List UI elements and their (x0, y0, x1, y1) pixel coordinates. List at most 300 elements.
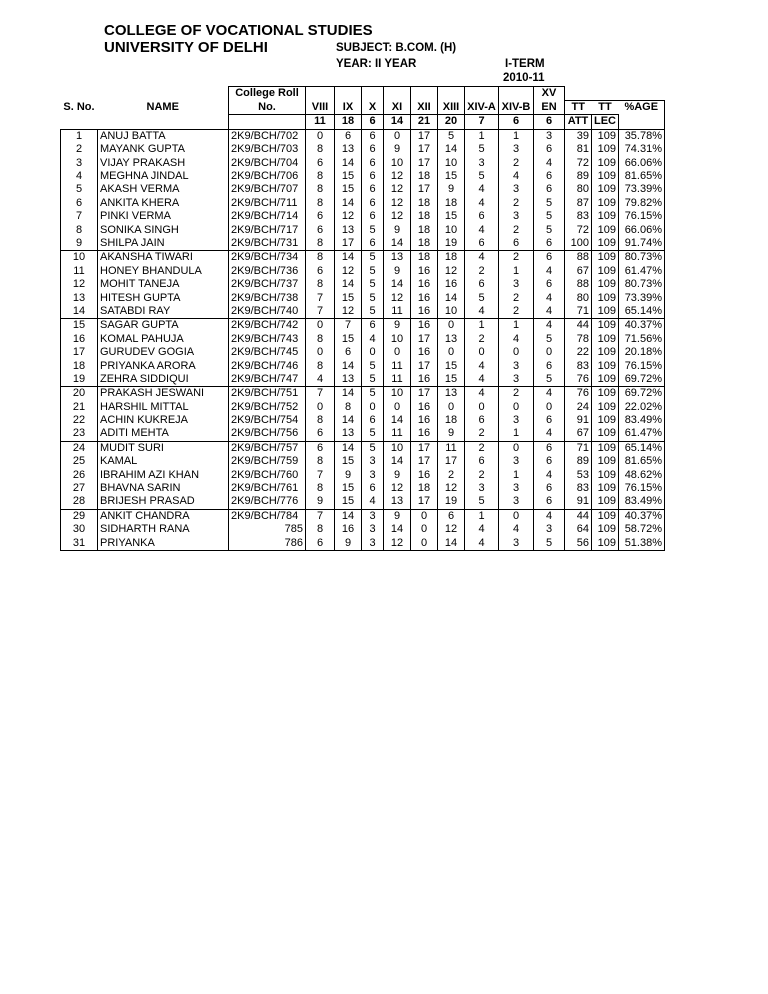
xi-cell: 10 (384, 333, 411, 346)
xv-cell: 3 (534, 523, 565, 536)
xii-cell: 16 (411, 427, 438, 441)
x-cell: 6 (362, 414, 384, 427)
x-cell: 6 (362, 210, 384, 223)
xii-cell: 17 (411, 387, 438, 401)
xi-cell: 11 (384, 427, 411, 441)
xv-cell: 4 (534, 305, 565, 319)
xiii-cell: 17 (438, 455, 465, 468)
xv-cell: 5 (534, 223, 565, 236)
xivb-cell: 0 (499, 346, 534, 359)
table-row (61, 156, 665, 169)
xiva-cell: 4 (465, 183, 499, 196)
ix-cell: 15 (335, 170, 362, 183)
table-row (61, 482, 665, 495)
tt-lec-cell: 109 (592, 183, 619, 196)
xii-cell: 18 (411, 223, 438, 236)
table-row (61, 183, 665, 196)
tt-lec-cell: 109 (592, 400, 619, 413)
table-row (61, 373, 665, 387)
tt-att-cell: 56 (565, 536, 592, 550)
name-cell: VIJAY PRAKASH (98, 156, 229, 169)
x-cell: 5 (362, 291, 384, 304)
xv-cell: 6 (534, 359, 565, 372)
sno-cell: 25 (61, 455, 98, 468)
xivb-cell: 2 (499, 223, 534, 236)
roll-cell: 2K9/BCH/736 (229, 265, 306, 278)
pct-cell: 83.49% (619, 414, 665, 427)
xv-cell: 6 (534, 455, 565, 468)
sno-cell: 18 (61, 359, 98, 372)
xi-cell: 12 (384, 170, 411, 183)
xivb-cell: 4 (499, 333, 534, 346)
xii-cell: 16 (411, 278, 438, 291)
xiii-cell: 18 (438, 251, 465, 265)
tt-lec-cell: 109 (592, 223, 619, 236)
viii-cell: 6 (306, 223, 335, 236)
xiva-cell: 2 (465, 427, 499, 441)
xiva-cell: 4 (465, 373, 499, 387)
tt-att-cell: 80 (565, 183, 592, 196)
xii-cell: 17 (411, 156, 438, 169)
xi-cell: 9 (384, 223, 411, 236)
x-cell: 6 (362, 197, 384, 210)
sno-cell: 10 (61, 251, 98, 265)
ix-cell: 14 (335, 441, 362, 455)
viii-cell: 6 (306, 536, 335, 550)
roll-cell: 2K9/BCH/738 (229, 291, 306, 304)
tt-att-cell: 88 (565, 251, 592, 265)
xiii-cell: 15 (438, 170, 465, 183)
xv-cell: 5 (534, 210, 565, 223)
table-row (61, 197, 665, 210)
tt-att-cell: 72 (565, 223, 592, 236)
name-cell: HITESH GUPTA (98, 291, 229, 304)
x-cell: 5 (362, 359, 384, 372)
viii-cell: 8 (306, 359, 335, 372)
sno-cell: 23 (61, 427, 98, 441)
xv-cell: 0 (534, 400, 565, 413)
viii-cell: 8 (306, 170, 335, 183)
x-cell: 3 (362, 523, 384, 536)
sno-cell: 29 (61, 509, 98, 523)
pct-cell: 80.73% (619, 278, 665, 291)
xv-cell: 4 (534, 468, 565, 481)
xi-cell: 14 (384, 237, 411, 251)
tt-lec-cell: 109 (592, 495, 619, 509)
xivb-cell: 3 (499, 455, 534, 468)
xiii-cell: 12 (438, 482, 465, 495)
xi-cell: 12 (384, 197, 411, 210)
xiii-cell: 15 (438, 210, 465, 223)
xii-cell: 16 (411, 346, 438, 359)
tt-att-cell: 91 (565, 495, 592, 509)
x-cell: 5 (362, 441, 384, 455)
xivb-cell: 1 (499, 129, 534, 143)
xivb-cell: 0 (499, 509, 534, 523)
tt-lec-cell: 109 (592, 197, 619, 210)
ix-cell: 15 (335, 291, 362, 304)
name-cell: SIDHARTH RANA (98, 523, 229, 536)
tt-att-cell: 89 (565, 170, 592, 183)
xiii-cell: 12 (438, 523, 465, 536)
tt-lec-cell: 109 (592, 237, 619, 251)
sno-cell: 13 (61, 291, 98, 304)
viii-cell: 0 (306, 319, 335, 333)
lectures-xiii: 20 (438, 115, 465, 129)
name-cell: SAGAR GUPTA (98, 319, 229, 333)
xiii-cell: 9 (438, 183, 465, 196)
ix-cell: 14 (335, 509, 362, 523)
tt-lec-cell: 109 (592, 373, 619, 387)
viii-cell: 4 (306, 373, 335, 387)
name-cell: ACHIN KUKREJA (98, 414, 229, 427)
roll-cell: 2K9/BCH/756 (229, 427, 306, 441)
pct-cell: 51.38% (619, 536, 665, 550)
tt-att-cell: 64 (565, 523, 592, 536)
table-row (61, 333, 665, 346)
xivb-cell: 2 (499, 156, 534, 169)
sno-cell: 9 (61, 237, 98, 251)
xiva-cell: 4 (465, 197, 499, 210)
table-row (61, 509, 665, 523)
session-label: 2010-11 (503, 72, 545, 84)
paper-xi-header: XI (384, 100, 411, 114)
ix-cell: 7 (335, 319, 362, 333)
name-cell: ANKIT CHANDRA (98, 509, 229, 523)
xiii-cell: 9 (438, 427, 465, 441)
xi-cell: 12 (384, 291, 411, 304)
xiva-cell: 2 (465, 265, 499, 278)
viii-cell: 8 (306, 333, 335, 346)
x-cell: 6 (362, 170, 384, 183)
tt-lec-cell: 109 (592, 536, 619, 550)
term-label: I-TERM (505, 58, 545, 70)
paper-xv-top: XV (534, 87, 565, 101)
xi-cell: 9 (384, 265, 411, 278)
xv-cell: 5 (534, 197, 565, 210)
xv-cell: 4 (534, 319, 565, 333)
tt-lec-cell: 109 (592, 319, 619, 333)
tt-att-cell: 91 (565, 414, 592, 427)
paper-x-header: X (362, 100, 384, 114)
ix-cell: 15 (335, 495, 362, 509)
tt-att-cell: 88 (565, 278, 592, 291)
xi-cell: 12 (384, 482, 411, 495)
xiii-cell: 0 (438, 400, 465, 413)
xi-cell: 12 (384, 536, 411, 550)
xiva-cell: 1 (465, 129, 499, 143)
roll-cell: 2K9/BCH/740 (229, 305, 306, 319)
roll-cell: 2K9/BCH/704 (229, 156, 306, 169)
header-row-1 (61, 87, 665, 101)
xi-cell: 14 (384, 278, 411, 291)
pct-cell: 61.47% (619, 427, 665, 441)
xivb-cell: 3 (499, 359, 534, 372)
roll-header-line1: College Roll (229, 87, 306, 101)
ix-cell: 15 (335, 333, 362, 346)
name-cell: MEGHNA JINDAL (98, 170, 229, 183)
roll-cell: 2K9/BCH/734 (229, 251, 306, 265)
sno-cell: 17 (61, 346, 98, 359)
lectures-xv: 6 (534, 115, 565, 129)
name-cell: IBRAHIM AZI KHAN (98, 468, 229, 481)
roll-cell: 2K9/BCH/784 (229, 509, 306, 523)
roll-cell: 2K9/BCH/743 (229, 333, 306, 346)
ix-cell: 14 (335, 197, 362, 210)
tt-lec-cell: 109 (592, 414, 619, 427)
xv-cell: 4 (534, 387, 565, 401)
university-title: UNIVERSITY OF DELHI (104, 39, 268, 56)
xii-cell: 0 (411, 536, 438, 550)
xiii-cell: 12 (438, 265, 465, 278)
name-cell: KOMAL PAHUJA (98, 333, 229, 346)
pct-header: %AGE (619, 100, 665, 114)
xii-cell: 17 (411, 495, 438, 509)
pct-cell: 66.06% (619, 156, 665, 169)
xiii-cell: 14 (438, 143, 465, 156)
header-row-2 (61, 100, 665, 114)
sno-header: S. No. (63, 101, 95, 114)
tt-att-cell: 39 (565, 129, 592, 143)
xiva-cell: 1 (465, 319, 499, 333)
x-cell: 6 (362, 183, 384, 196)
xi-cell: 10 (384, 387, 411, 401)
name-cell: MOHIT TANEJA (98, 278, 229, 291)
name-cell: PRIYANKA ARORA (98, 359, 229, 372)
ix-cell: 14 (335, 278, 362, 291)
xi-cell: 9 (384, 319, 411, 333)
roll-cell: 2K9/BCH/760 (229, 468, 306, 481)
x-cell: 4 (362, 333, 384, 346)
viii-cell: 6 (306, 265, 335, 278)
pct-cell: 83.49% (619, 495, 665, 509)
ix-cell: 13 (335, 427, 362, 441)
xii-cell: 16 (411, 400, 438, 413)
pct-cell: 48.62% (619, 468, 665, 481)
xivb-cell: 3 (499, 143, 534, 156)
x-cell: 6 (362, 237, 384, 251)
ix-cell: 16 (335, 523, 362, 536)
roll-cell: 2K9/BCH/746 (229, 359, 306, 372)
roll-cell: 2K9/BCH/751 (229, 387, 306, 401)
tt-lec-cell: 109 (592, 305, 619, 319)
tt-att-cell: 83 (565, 359, 592, 372)
xivb-cell: 6 (499, 237, 534, 251)
ix-cell: 12 (335, 210, 362, 223)
xivb-cell: 3 (499, 278, 534, 291)
ix-cell: 9 (335, 468, 362, 481)
paper-xivb-header: XIV-B (499, 100, 534, 114)
tt-lec-cell: 109 (592, 278, 619, 291)
xivb-cell: 2 (499, 305, 534, 319)
viii-cell: 6 (306, 210, 335, 223)
name-cell: SONIKA SINGH (98, 223, 229, 236)
viii-cell: 0 (306, 400, 335, 413)
viii-cell: 8 (306, 278, 335, 291)
xi-cell: 13 (384, 251, 411, 265)
college-title: COLLEGE OF VOCATIONAL STUDIES (104, 22, 373, 39)
xivb-cell: 2 (499, 197, 534, 210)
table-row (61, 278, 665, 291)
paper-viii-header: VIII (306, 100, 335, 114)
xiva-cell: 5 (465, 143, 499, 156)
xii-cell: 18 (411, 251, 438, 265)
ix-cell: 13 (335, 143, 362, 156)
name-cell: MAYANK GUPTA (98, 143, 229, 156)
ix-cell: 6 (335, 129, 362, 143)
x-cell: 6 (362, 482, 384, 495)
table-row (61, 170, 665, 183)
paper-xiva-header: XIV-A (465, 100, 499, 114)
viii-cell: 7 (306, 291, 335, 304)
xv-cell: 0 (534, 346, 565, 359)
xii-cell: 18 (411, 482, 438, 495)
xii-cell: 17 (411, 359, 438, 372)
xiii-cell: 10 (438, 223, 465, 236)
xiii-cell: 13 (438, 333, 465, 346)
xiii-cell: 14 (438, 291, 465, 304)
table-row (61, 387, 665, 401)
roll-cell: 2K9/BCH/707 (229, 183, 306, 196)
xii-cell: 0 (411, 509, 438, 523)
sno-cell: 31 (61, 536, 98, 550)
roll-cell: 2K9/BCH/706 (229, 170, 306, 183)
sno-cell: 11 (61, 265, 98, 278)
roll-cell: 2K9/BCH/742 (229, 319, 306, 333)
sno-cell: 28 (61, 495, 98, 509)
xv-cell: 5 (534, 536, 565, 550)
name-cell: ANKITA KHERA (98, 197, 229, 210)
roll-cell: 2K9/BCH/711 (229, 197, 306, 210)
sno-cell: 20 (61, 387, 98, 401)
tt-lec-cell: 109 (592, 156, 619, 169)
tt-lec-header-top: TT (592, 100, 619, 114)
pct-cell: 20.18% (619, 346, 665, 359)
x-cell: 6 (362, 156, 384, 169)
xiii-cell: 18 (438, 197, 465, 210)
tt-att-header-top: TT (565, 100, 592, 114)
x-cell: 5 (362, 387, 384, 401)
tt-lec-cell: 109 (592, 482, 619, 495)
x-cell: 0 (362, 346, 384, 359)
x-cell: 3 (362, 509, 384, 523)
tt-att-cell: 100 (565, 237, 592, 251)
ix-cell: 14 (335, 387, 362, 401)
x-cell: 3 (362, 468, 384, 481)
xi-cell: 13 (384, 495, 411, 509)
viii-cell: 8 (306, 482, 335, 495)
tt-att-cell: 76 (565, 387, 592, 401)
xiii-cell: 14 (438, 536, 465, 550)
xiva-cell: 6 (465, 237, 499, 251)
pct-cell: 40.37% (619, 319, 665, 333)
table-row (61, 359, 665, 372)
table-row (61, 414, 665, 427)
xiii-cell: 0 (438, 319, 465, 333)
x-cell: 4 (362, 495, 384, 509)
tt-lec-cell: 109 (592, 265, 619, 278)
xv-cell: 5 (534, 333, 565, 346)
x-cell: 5 (362, 373, 384, 387)
name-cell: BHAVNA SARIN (98, 482, 229, 495)
xv-cell: 6 (534, 237, 565, 251)
xi-cell: 12 (384, 210, 411, 223)
viii-cell: 8 (306, 251, 335, 265)
paper-xiii-header: XIII (438, 100, 465, 114)
xivb-cell: 0 (499, 441, 534, 455)
table-row (61, 495, 665, 509)
sno-cell: 4 (61, 170, 98, 183)
xiva-cell: 4 (465, 536, 499, 550)
xivb-cell: 2 (499, 251, 534, 265)
xii-cell: 17 (411, 183, 438, 196)
xivb-cell: 0 (499, 400, 534, 413)
table-row (61, 319, 665, 333)
viii-cell: 7 (306, 387, 335, 401)
viii-cell: 6 (306, 441, 335, 455)
xv-cell: 3 (534, 129, 565, 143)
xii-cell: 17 (411, 441, 438, 455)
pct-cell: 74.31% (619, 143, 665, 156)
xv-cell: 6 (534, 414, 565, 427)
viii-cell: 8 (306, 183, 335, 196)
xivb-cell: 4 (499, 523, 534, 536)
lectures-viii: 11 (306, 115, 335, 129)
pct-cell: 73.39% (619, 291, 665, 304)
ix-cell: 15 (335, 183, 362, 196)
tt-att-cell: 76 (565, 373, 592, 387)
roll-cell: 2K9/BCH/757 (229, 441, 306, 455)
sno-cell: 8 (61, 223, 98, 236)
table-row (61, 210, 665, 223)
sno-cell: 26 (61, 468, 98, 481)
lectures-x: 6 (362, 115, 384, 129)
lectures-xivb: 6 (499, 115, 534, 129)
viii-cell: 0 (306, 346, 335, 359)
tt-lec-cell: 109 (592, 346, 619, 359)
xi-cell: 11 (384, 373, 411, 387)
xii-cell: 17 (411, 455, 438, 468)
xi-cell: 10 (384, 156, 411, 169)
name-cell: PINKI VERMA (98, 210, 229, 223)
xii-cell: 18 (411, 170, 438, 183)
tt-lec-cell: 109 (592, 210, 619, 223)
viii-cell: 9 (306, 495, 335, 509)
ix-cell: 15 (335, 482, 362, 495)
roll-cell: 2K9/BCH/776 (229, 495, 306, 509)
xi-cell: 14 (384, 414, 411, 427)
xii-cell: 16 (411, 319, 438, 333)
tt-lec-cell: 109 (592, 251, 619, 265)
x-cell: 3 (362, 455, 384, 468)
name-cell: PRIYANKA (98, 536, 229, 550)
x-cell: 3 (362, 536, 384, 550)
xv-cell: 4 (534, 291, 565, 304)
xiii-cell: 0 (438, 346, 465, 359)
paper-xii-header: XII (411, 100, 438, 114)
xiii-cell: 18 (438, 414, 465, 427)
tt-att-cell: 87 (565, 197, 592, 210)
xi-cell: 14 (384, 455, 411, 468)
xiva-cell: 5 (465, 495, 499, 509)
xiva-cell: 6 (465, 455, 499, 468)
table-row (61, 237, 665, 251)
xivb-cell: 3 (499, 495, 534, 509)
xiii-cell: 6 (438, 509, 465, 523)
name-cell: ZEHRA SIDDIQUI (98, 373, 229, 387)
xi-cell: 0 (384, 346, 411, 359)
name-cell: ANUJ BATTA (98, 129, 229, 143)
